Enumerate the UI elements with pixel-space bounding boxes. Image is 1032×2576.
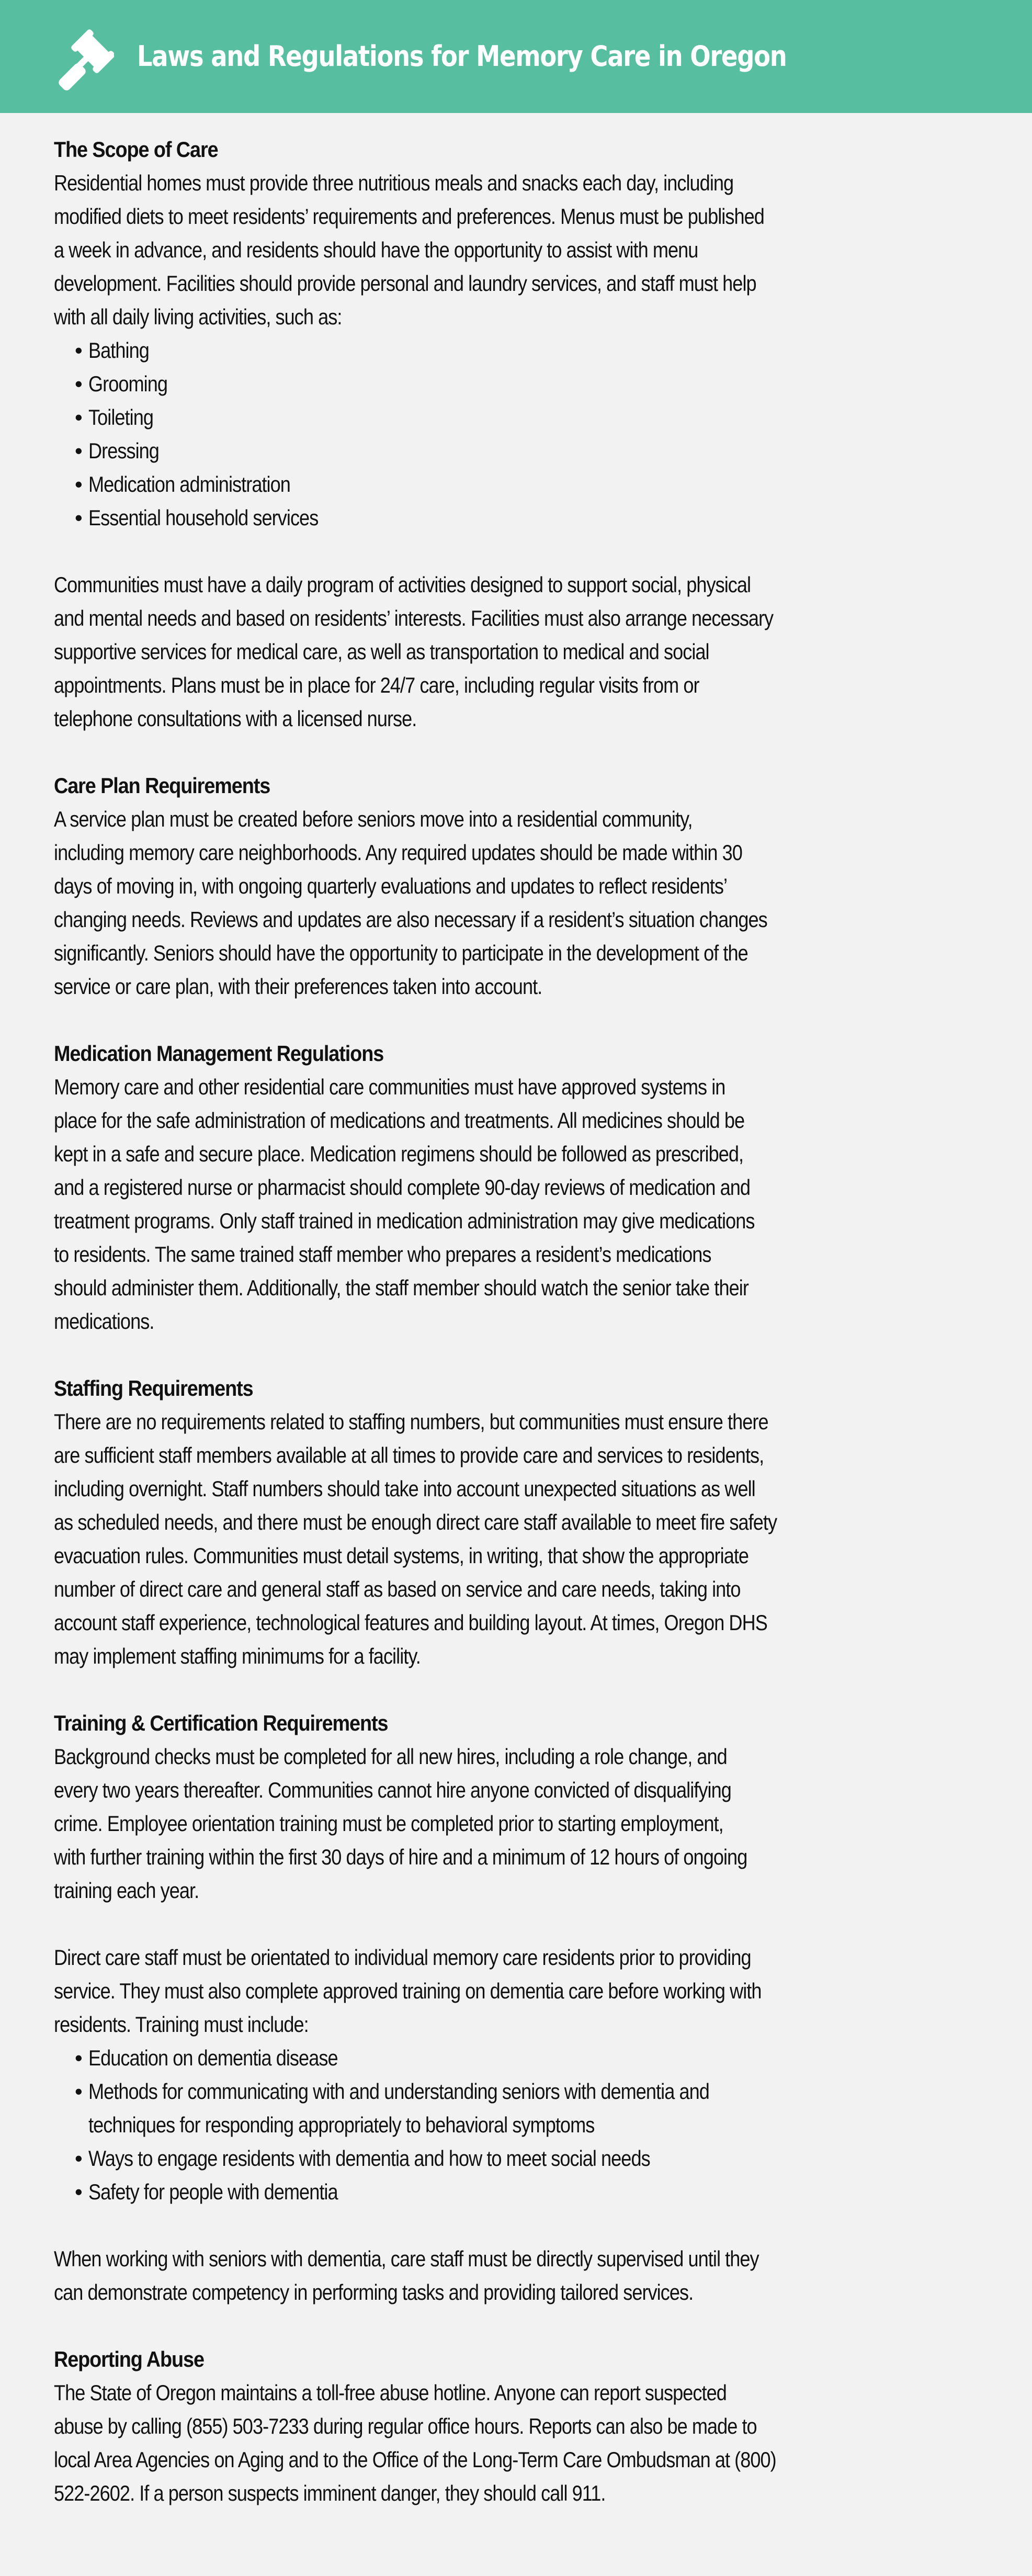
text-line: service or care plan, with their preferences taken into account. xyxy=(54,974,542,999)
list-item-text: • Toileting xyxy=(88,405,154,430)
list-item-text: • Medication administration xyxy=(88,472,290,496)
list-item-text: • Dressing xyxy=(88,438,159,463)
text-line: training each year. xyxy=(54,1878,199,1903)
list-item-text: • Methods for communicating with and understanding seniors with dementia and xyxy=(88,2079,709,2104)
list-item xyxy=(77,334,985,367)
text-line: residents. Training must include: xyxy=(54,2012,309,2037)
text-line: service. They must also complete approved training on dementia care before working with xyxy=(54,1979,762,2003)
section-care-plan-requirements xyxy=(54,769,985,1003)
section-training-certification xyxy=(54,1707,985,2309)
page-header xyxy=(0,0,1032,113)
text-line: evacuation rules. Communities must detail systems, in writing, that show the appropriate xyxy=(54,1543,749,1568)
section-heading: Reporting Abuse xyxy=(54,2347,204,2371)
text-line: including memory care neighborhoods. Any required updates should be made within 30 xyxy=(54,840,742,865)
text-line: Residential homes must provide three nutritious meals and snacks each day, including xyxy=(54,171,734,195)
list-item xyxy=(77,401,985,434)
text-line: with all daily living activities, such as: xyxy=(54,304,342,329)
paragraph xyxy=(54,803,985,1003)
text-line: There are no requirements related to staffing numbers, but communities must ensure there xyxy=(54,1409,768,1434)
list-item xyxy=(77,434,985,468)
section-heading: Medication Management Regulations xyxy=(54,1041,384,1066)
section-heading: Staffing Requirements xyxy=(54,1376,253,1400)
text-line: Direct care staff must be orientated to individual memory care residents prior to providing xyxy=(54,1945,751,1970)
text-line: modified diets to meet residents’ requirements and preferences. Menus must be published xyxy=(54,204,764,229)
section-reporting-abuse xyxy=(54,2343,985,2510)
section-heading: Training & Certification Requirements xyxy=(54,1711,388,1735)
text-line: Memory care and other residential care communities must have approved systems in xyxy=(54,1075,725,1099)
training-topics-list xyxy=(54,2041,985,2209)
text-line: treatment programs. Only staff trained in medication administration may give medications xyxy=(54,1208,755,1233)
text-line: telephone consultations with a licensed nurse. xyxy=(54,706,417,731)
spacer xyxy=(54,535,985,568)
section-heading: The Scope of Care xyxy=(54,137,218,162)
list-item xyxy=(77,468,985,501)
text-line: development. Facilities should provide personal and laundry services, and staff must help xyxy=(54,271,756,296)
gavel-icon xyxy=(53,29,114,91)
text-line: place for the safe administration of medications and treatments. All medicines should be xyxy=(54,1108,745,1133)
text-line: crime. Employee orientation training must be completed prior to starting employment, xyxy=(54,1811,723,1836)
text-line: to residents. The same trained staff member who prepares a resident’s medications xyxy=(54,1242,711,1267)
list-item-text: • Education on dementia disease xyxy=(88,2046,338,2070)
text-line: medications. xyxy=(54,1309,154,1334)
section-heading: Care Plan Requirements xyxy=(54,773,270,798)
daily-activities-list xyxy=(54,334,985,535)
paragraph xyxy=(54,1941,985,2041)
list-item-text: • Essential household services xyxy=(88,505,319,530)
text-line: Background checks must be completed for all new hires, including a role change, and xyxy=(54,1744,727,1769)
paragraph xyxy=(54,2242,985,2309)
section-staffing-requirements xyxy=(54,1372,985,1673)
text-line: Communities must have a daily program of activities designed to support social, physical xyxy=(54,572,751,597)
page-title: Laws and Regulations for Memory Care in Oregon xyxy=(137,40,787,73)
text-line: account staff experience, technological features and building layout. At times, Oregon DHS xyxy=(54,1610,767,1635)
text-line: When working with seniors with dementia, care staff must be directly supervised until they xyxy=(54,2246,759,2271)
text-line: may implement staffing minimums for a facility. xyxy=(54,1644,421,1668)
paragraph xyxy=(54,1405,985,1673)
list-item xyxy=(77,2041,985,2075)
list-item xyxy=(77,2075,985,2142)
list-item-text: • Safety for people with dementia xyxy=(88,2179,338,2204)
text-line: with further training within the first 30 days of hire and a minimum of 12 hours of ongoing xyxy=(54,1845,747,1869)
text-line: 522-2602. If a person suspects imminent danger, they should call 911. xyxy=(54,2481,606,2505)
list-item xyxy=(77,2142,985,2175)
text-line: changing needs. Reviews and updates are also necessary if a resident’s situation changes xyxy=(54,907,767,932)
paragraph xyxy=(54,1740,985,1907)
list-item-text: techniques for responding appropriately to behavioral symptoms xyxy=(88,2112,595,2137)
paragraph xyxy=(54,1070,985,1338)
text-line: days of moving in, with ongoing quarterly evaluations and updates to reflect residents’ xyxy=(54,874,728,898)
text-line: number of direct care and general staff as based on service and care needs, taking into xyxy=(54,1577,741,1601)
paragraph xyxy=(54,568,985,736)
section-scope-of-care xyxy=(54,133,985,736)
list-item xyxy=(77,367,985,401)
list-item xyxy=(77,2175,985,2209)
section-medication-management xyxy=(54,1037,985,1338)
list-item xyxy=(77,501,985,535)
text-line: as scheduled needs, and there must be enough direct care staff available to meet fire safety xyxy=(54,1510,777,1534)
text-line: including overnight. Staff numbers should take into account unexpected situations as well xyxy=(54,1476,755,1501)
paragraph xyxy=(54,2376,985,2510)
text-line: A service plan must be created before seniors move into a residential community, xyxy=(54,807,693,831)
text-line: abuse by calling (855) 503-7233 during regular office hours. Reports can also be made to xyxy=(54,2414,757,2438)
text-line: supportive services for medical care, as well as transportation to medical and social xyxy=(54,639,709,664)
text-line: The State of Oregon maintains a toll-free abuse hotline. Anyone can report suspected xyxy=(54,2380,727,2405)
text-line: a week in advance, and residents should have the opportunity to assist with menu xyxy=(54,238,698,262)
text-line: and a registered nurse or pharmacist should complete 90-day reviews of medication and xyxy=(54,1175,751,1200)
text-line: every two years thereafter. Communities cannot hire anyone convicted of disqualifying xyxy=(54,1778,731,1802)
spacer xyxy=(54,2209,985,2242)
text-line: should administer them. Additionally, the staff member should watch the senior take their xyxy=(54,1275,749,1300)
text-line: are sufficient staff members available at all times to provide care and services to residents, xyxy=(54,1443,764,1467)
text-line: and mental needs and based on residents’ interests. Facilities must also arrange necessary xyxy=(54,606,774,630)
article-body xyxy=(0,113,985,2510)
text-line: local Area Agencies on Aging and to the Office of the Long-Term Care Ombudsman at (800) xyxy=(54,2447,776,2472)
list-item-text: • Bathing xyxy=(88,338,149,363)
paragraph xyxy=(54,166,985,334)
text-line: can demonstrate competency in performing tasks and providing tailored services. xyxy=(54,2280,694,2304)
spacer xyxy=(54,1907,985,1941)
text-line: kept in a safe and secure place. Medication regimens should be followed as prescribed, xyxy=(54,1142,744,1166)
list-item-text: • Grooming xyxy=(88,371,168,396)
list-item-text: • Ways to engage residents with dementia and how to meet social needs xyxy=(88,2146,650,2171)
text-line: appointments. Plans must be in place for 24/7 care, including regular visits from or xyxy=(54,673,699,697)
text-line: significantly. Seniors should have the opportunity to participate in the development of the xyxy=(54,941,748,965)
